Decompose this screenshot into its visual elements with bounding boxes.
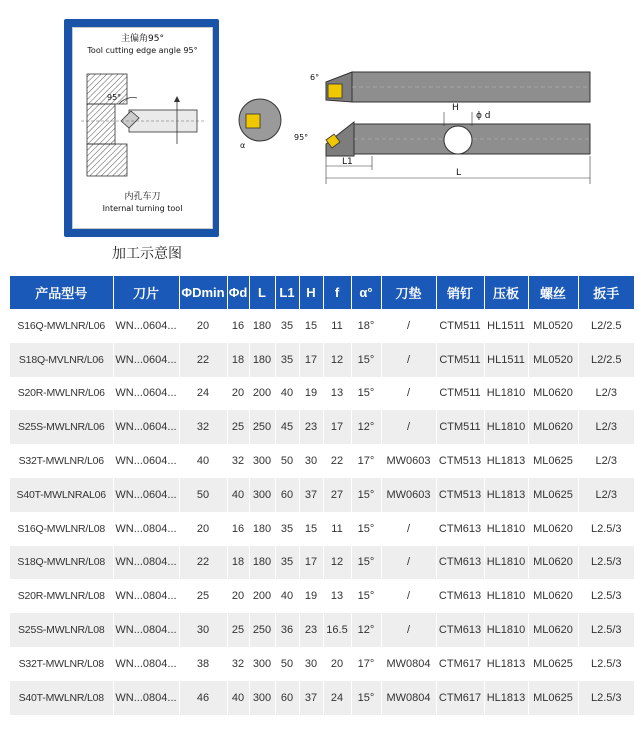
cell-wrench: L2/2.5 [578,343,634,377]
cell-shim: MW0603 [381,444,436,478]
cell-dmin: 20 [179,512,227,546]
column-header-l1: L1 [275,276,299,309]
cell-d: 25 [227,410,249,444]
cell-clamp: HL1810 [484,546,528,580]
cell-dmin: 38 [179,647,227,681]
cell-l1: 35 [275,343,299,377]
cell-model: S32T-MWLNR/L08 [10,647,113,681]
cell-model: S25S-MWLNR/L06 [10,410,113,444]
cell-model: S16Q-MWLNR/L06 [10,309,113,343]
cell-screw: ML0625 [528,681,578,715]
cell-h: 17 [299,546,323,580]
cell-l1: 35 [275,512,299,546]
table-header-row [10,276,634,309]
cell-f: 17 [323,410,351,444]
cell-model: S32T-MWLNR/L06 [10,444,113,478]
spec-table [10,276,634,715]
cell-alpha: 12° [351,613,381,647]
cell-l: 250 [249,410,275,444]
cell-screw: ML0620 [528,377,578,411]
cell-clamp: HL1810 [484,579,528,613]
cell-f: 11 [323,309,351,343]
cell-shim: / [381,579,436,613]
column-header-dmin: ΦDmin [179,276,227,309]
cell-alpha: 15° [351,478,381,512]
cell-l: 200 [249,377,275,411]
table-row [10,546,634,580]
cell-screw: ML0620 [528,512,578,546]
cell-h: 23 [299,613,323,647]
cell-screw: ML0620 [528,579,578,613]
cell-h: 17 [299,343,323,377]
cell-shim: MW0804 [381,681,436,715]
cell-d: 40 [227,478,249,512]
table-row [10,377,634,411]
cell-insert: WN...0804... [113,546,179,580]
cell-dmin: 22 [179,546,227,580]
cell-pin: CTM613 [436,512,484,546]
cell-pin: CTM617 [436,681,484,715]
diagram-title [73,34,212,56]
table-row [10,512,634,546]
cell-l: 200 [249,579,275,613]
h-label: H [452,103,459,113]
cell-l: 300 [249,681,275,715]
cell-wrench: L2/3 [578,410,634,444]
cell-wrench: L2/3 [578,377,634,411]
cell-insert: WN...0804... [113,579,179,613]
cell-wrench: L2.5/3 [578,613,634,647]
cell-f: 16.5 [323,613,351,647]
cell-clamp: HL1511 [484,343,528,377]
cell-alpha: 15° [351,579,381,613]
cell-l: 250 [249,613,275,647]
column-header-d: Φd [227,276,249,309]
table-body [10,309,634,715]
cell-shim: MW0603 [381,478,436,512]
cell-shim: / [381,410,436,444]
diagram-frame [72,27,213,229]
diagram-angle-label: 95° [107,93,122,102]
column-header-h: H [299,276,323,309]
cell-d: 32 [227,647,249,681]
cell-l: 180 [249,343,275,377]
cell-insert: WN...0804... [113,681,179,715]
cell-l1: 36 [275,613,299,647]
cell-pin: CTM511 [436,343,484,377]
cell-l1: 50 [275,444,299,478]
l1-label: L1 [342,157,353,167]
diagram-tool-caption [73,192,212,214]
diagram-label-cn: 内孔车刀 [124,192,161,202]
column-header-screw: 螺丝 [528,276,578,309]
cell-h: 15 [299,309,323,343]
cell-clamp: HL1810 [484,410,528,444]
cell-dmin: 50 [179,478,227,512]
table-row [10,309,634,343]
cell-shim: / [381,309,436,343]
cell-model: S40T-MWLNRAL06 [10,478,113,512]
cell-wrench: L2.5/3 [578,681,634,715]
cell-f: 27 [323,478,351,512]
cell-wrench: L2.5/3 [578,546,634,580]
cell-l1: 60 [275,681,299,715]
cell-h: 37 [299,681,323,715]
cell-shim: / [381,546,436,580]
cell-wrench: L2/3 [578,478,634,512]
cell-clamp: HL1511 [484,309,528,343]
cell-h: 30 [299,647,323,681]
cell-insert: WN...0604... [113,444,179,478]
cell-l: 300 [249,478,275,512]
cell-pin: CTM613 [436,546,484,580]
cell-f: 12 [323,343,351,377]
column-header-f: f [323,276,351,309]
column-header-model: 产品型号 [10,276,113,309]
cell-h: 23 [299,410,323,444]
cell-screw: ML0625 [528,647,578,681]
column-header-pin: 销钉 [436,276,484,309]
cell-alpha: 15° [351,681,381,715]
cell-shim: / [381,377,436,411]
cell-f: 12 [323,546,351,580]
cell-l1: 45 [275,410,299,444]
diagram-title-en: Tool cutting edge angle 95° [87,46,198,55]
cell-alpha: 17° [351,647,381,681]
small-angle-label: 6° [310,73,320,82]
cell-pin: CTM511 [436,309,484,343]
cell-pin: CTM513 [436,478,484,512]
diagram-title-cn: 主偏角95° [121,34,164,44]
table-row [10,681,634,715]
cell-insert: WN...0804... [113,647,179,681]
cell-insert: WN...0804... [113,613,179,647]
cell-f: 13 [323,579,351,613]
cell-alpha: 15° [351,377,381,411]
processing-diagram-caption: 加工示意图 [112,246,182,262]
table-row [10,343,634,377]
cell-pin: CTM511 [436,377,484,411]
cell-d: 18 [227,343,249,377]
cell-model: S16Q-MWLNR/L08 [10,512,113,546]
cell-clamp: HL1813 [484,681,528,715]
cell-pin: CTM613 [436,613,484,647]
cell-screw: ML0625 [528,444,578,478]
cell-clamp: HL1813 [484,647,528,681]
cell-model: S20R-MWLNR/L08 [10,579,113,613]
column-header-wrench: 扳手 [578,276,634,309]
cell-screw: ML0620 [528,613,578,647]
cell-dmin: 30 [179,613,227,647]
cell-clamp: HL1810 [484,613,528,647]
cell-h: 19 [299,377,323,411]
cell-alpha: 18° [351,309,381,343]
cell-clamp: HL1813 [484,478,528,512]
cell-pin: CTM513 [436,444,484,478]
cell-shim: / [381,343,436,377]
table-row [10,478,634,512]
cell-l: 180 [249,512,275,546]
column-header-shim: 刀垫 [381,276,436,309]
cell-h: 30 [299,444,323,478]
cell-d: 20 [227,579,249,613]
cell-shim: / [381,613,436,647]
cell-screw: ML0520 [528,309,578,343]
cell-model: S40T-MWLNR/L08 [10,681,113,715]
l-label: L [456,168,462,178]
cell-f: 20 [323,647,351,681]
cell-wrench: L2/3 [578,444,634,478]
column-header-clamp: 压板 [484,276,528,309]
cell-pin: CTM617 [436,647,484,681]
diagram-label-en: Internal turning tool [102,204,183,213]
cell-f: 24 [323,681,351,715]
table-row [10,444,634,478]
cell-dmin: 25 [179,579,227,613]
cell-l1: 50 [275,647,299,681]
cell-l: 300 [249,444,275,478]
cell-l: 180 [249,309,275,343]
cell-dmin: 32 [179,410,227,444]
cell-wrench: L2/2.5 [578,309,634,343]
insert-head-detail [236,96,284,152]
d-label: ϕ d [476,111,491,121]
cell-screw: ML0625 [528,478,578,512]
cell-dmin: 46 [179,681,227,715]
cell-insert: WN...0804... [113,512,179,546]
cell-model: S18Q-MWLNR/L08 [10,546,113,580]
table-row [10,613,634,647]
table-row [10,647,634,681]
cell-d: 25 [227,613,249,647]
cell-alpha: 12° [351,410,381,444]
cell-insert: WN...0604... [113,309,179,343]
cell-insert: WN...0604... [113,343,179,377]
cell-l: 180 [249,546,275,580]
cell-h: 19 [299,579,323,613]
cell-alpha: 15° [351,512,381,546]
cell-dmin: 20 [179,309,227,343]
cell-clamp: HL1813 [484,444,528,478]
cell-model: S18Q-MVLNR/L06 [10,343,113,377]
cell-screw: ML0620 [528,410,578,444]
cell-pin: CTM511 [436,410,484,444]
cell-l1: 40 [275,377,299,411]
cell-l1: 40 [275,579,299,613]
cell-d: 20 [227,377,249,411]
column-header-l: L [249,276,275,309]
cell-h: 37 [299,478,323,512]
cell-d: 40 [227,681,249,715]
cell-d: 32 [227,444,249,478]
table-row [10,579,634,613]
cell-insert: WN...0604... [113,478,179,512]
cell-screw: ML0620 [528,546,578,580]
cell-alpha: 15° [351,546,381,580]
cell-l: 300 [249,647,275,681]
cell-l1: 60 [275,478,299,512]
alpha-label: α [240,141,246,150]
cell-shim: MW0804 [381,647,436,681]
tool-angle-label: 95° [294,133,309,142]
cell-alpha: 15° [351,343,381,377]
cell-f: 13 [323,377,351,411]
cell-dmin: 22 [179,343,227,377]
cell-wrench: L2.5/3 [578,512,634,546]
cell-insert: WN...0604... [113,410,179,444]
cell-dmin: 24 [179,377,227,411]
internal-turning-illustration [77,64,208,188]
cell-clamp: HL1810 [484,377,528,411]
column-header-insert: 刀片 [113,276,179,309]
cell-l1: 35 [275,309,299,343]
cell-wrench: L2.5/3 [578,579,634,613]
cell-wrench: L2.5/3 [578,647,634,681]
cell-f: 22 [323,444,351,478]
cell-h: 15 [299,512,323,546]
cell-d: 18 [227,546,249,580]
column-header-alpha: α° [351,276,381,309]
cell-shim: / [381,512,436,546]
table-row [10,410,634,444]
cell-clamp: HL1810 [484,512,528,546]
cell-model: S25S-MWLNR/L08 [10,613,113,647]
cell-model: S20R-MWLNR/L06 [10,377,113,411]
boring-bar-drawing [292,60,602,192]
cell-dmin: 40 [179,444,227,478]
cell-d: 16 [227,309,249,343]
cell-pin: CTM613 [436,579,484,613]
cell-l1: 35 [275,546,299,580]
cell-d: 16 [227,512,249,546]
cell-insert: WN...0604... [113,377,179,411]
cell-screw: ML0520 [528,343,578,377]
cell-f: 11 [323,512,351,546]
cell-alpha: 17° [351,444,381,478]
processing-diagram-card [64,19,219,237]
